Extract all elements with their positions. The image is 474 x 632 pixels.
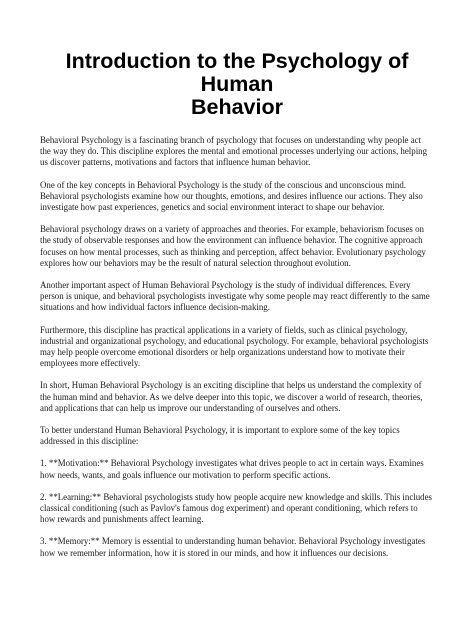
title-line-3: Behavior bbox=[190, 95, 283, 119]
paragraph-individual-differences: Another important aspect of Human Behavioral Psychology is the study of individual differences. Every person is unique, and behavioral psychologists investigate why some people may react differently to the same situations and how individual factors influence decision-making. bbox=[40, 280, 430, 313]
paragraph-intro: Behavioral Psychology is a fascinating branch of psychology that focuses on understanding why people act the way they do. This discipline explores the mental and emotional processes underlying our actions, helping us discover patterns, motivations and factors that influence human behavior. bbox=[40, 135, 428, 168]
list-item-memory: 3. **Memory:** Memory is essential to understanding human behavior. Behavioral Psychology investigates how we remember information, how it is stored in our minds, and how it influences our decisions. bbox=[40, 536, 426, 558]
paragraph-applications: Furthermore, this discipline has practical applications in a variety of fields, such as clinical psychology, industrial and organizational psychology, and educational psychology. For example, behavioral psychologists may help people overcome emotional disorders or help organizations understand how to motivate their employees more effectively. bbox=[40, 324, 429, 369]
page-title bbox=[40, 50, 434, 119]
paragraph-topics-intro: To better understand Human Behavioral Psychology, it is important to explore some of the key topics addressed in this discipline: bbox=[40, 425, 400, 447]
list-item-learning: 2. **Learning:** Behavioral psychologists study how people acquire new knowledge and skills. This includes classical conditioning (such as Pavlov's famous dog experiment) and operant conditioning, which refers to how rewards and punishments affect learning. bbox=[40, 491, 432, 525]
paragraph-approaches: Behavioral psychology draws on a variety of approaches and theories. For example, behaviorism focuses on the study of observable responses and how the environment can influence behavior. The cognitive approach focuses on how mental processes, such as thinking and perception, affect behavior. Evolutionary psychology explores how our behaviors may be the result of natural selection throughout evolution. bbox=[40, 224, 426, 268]
paragraph-summary: In short, Human Behavioral Psychology is an exciting discipline that helps us understand the complexity of the human mind and behavior. As we delve deeper into this topic, we discover a world of research, theories, and applications that can help us improve our understanding of ourselves and others. bbox=[40, 380, 423, 413]
list-item-motivation: 1. **Motivation:** Behavioral Psychology investigates what drives people to act in certain ways. Examines how needs, wants, and goals influence our motivation to perform specific actions. bbox=[40, 458, 424, 480]
title-line-1: Introduction to the Psychology of bbox=[65, 49, 409, 73]
paragraph-key-concepts: One of the key concepts in Behavioral Psychology is the study of the conscious and unconscious mind. Behavioral psychologists examine how our thoughts, emotions, and desires influence our actions. They also investigate how past experiences, genetics and social environment interact to shape our behavior. bbox=[40, 179, 423, 213]
title-line-2: Human bbox=[200, 72, 274, 96]
